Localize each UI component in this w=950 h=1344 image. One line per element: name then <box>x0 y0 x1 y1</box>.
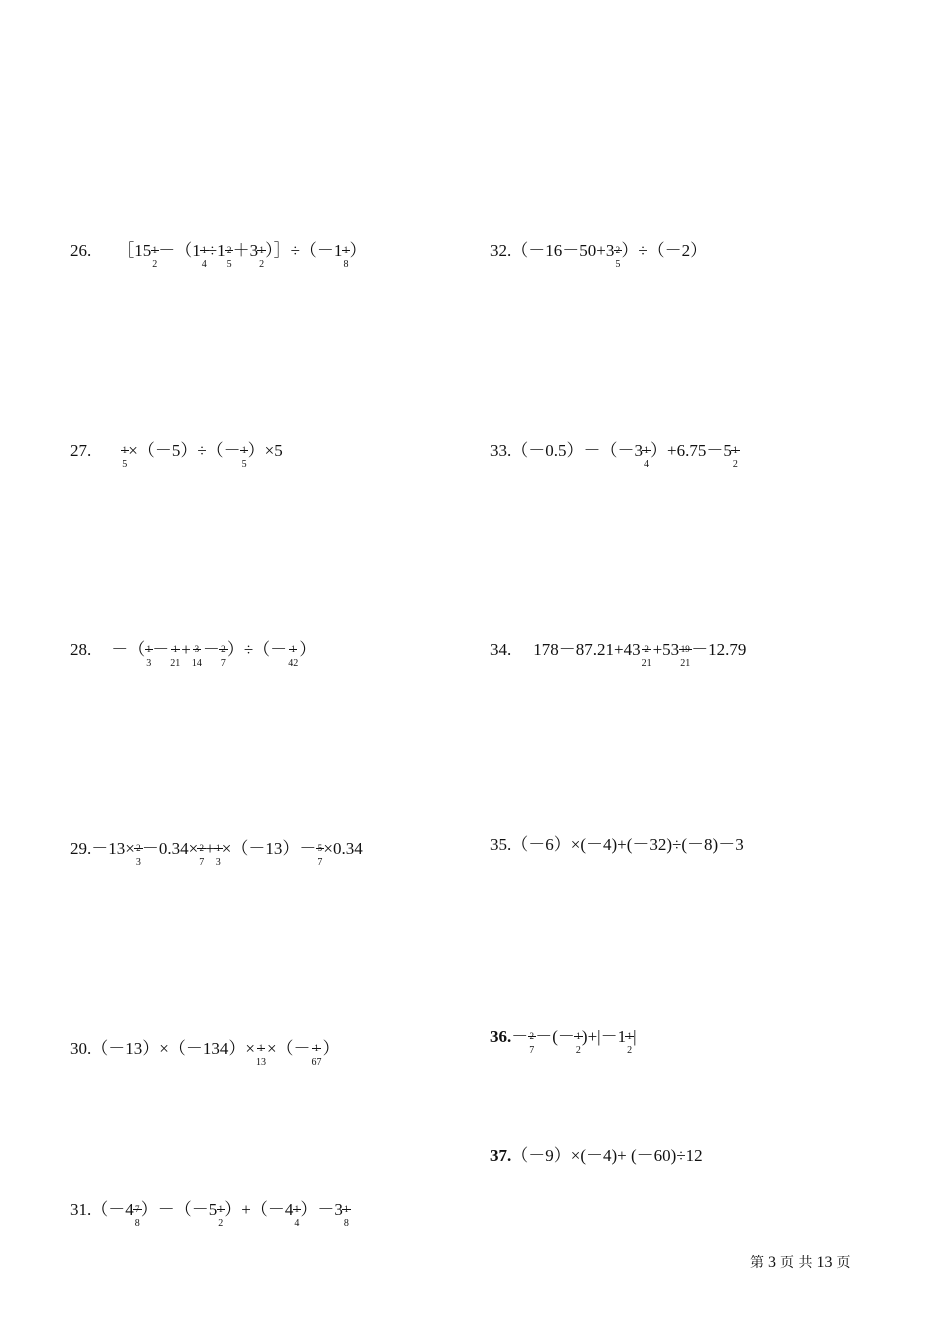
fraction-numerator: 1 <box>122 445 127 455</box>
fraction-denominator: 8 <box>343 1218 349 1229</box>
expression-text: ）+（－4 <box>224 1200 294 1219</box>
problem-26 <box>70 242 366 270</box>
fraction <box>135 1201 140 1229</box>
problem-number: 36. <box>490 1027 512 1046</box>
fraction-denominator: 21 <box>641 658 652 669</box>
fraction-numerator: 1 <box>314 1043 319 1053</box>
problem-37 <box>490 1147 703 1164</box>
fraction <box>344 1201 349 1229</box>
fraction <box>136 840 141 868</box>
fraction-denominator: 8 <box>343 259 349 270</box>
fraction-numerator: 1 <box>576 1031 581 1041</box>
fraction-denominator: 5 <box>122 459 128 470</box>
fraction <box>576 1028 581 1056</box>
fraction <box>627 1028 632 1056</box>
fraction-numerator: 7 <box>135 1204 140 1214</box>
fraction-numerator: 1 <box>344 1204 349 1214</box>
fraction-denominator: 7 <box>220 658 226 669</box>
problem-29 <box>70 840 363 868</box>
fraction <box>343 242 348 270</box>
expression-text: － <box>152 640 170 659</box>
fraction-denominator: 2 <box>627 1045 633 1056</box>
problem-expression <box>511 1028 636 1056</box>
expression-text: ＋3 <box>232 241 259 260</box>
problem-number: 34. <box>490 640 512 659</box>
expression-text: （－0.5）－（－3 <box>511 441 643 460</box>
fraction-denominator: 2 <box>575 1045 581 1056</box>
fraction <box>312 1040 322 1068</box>
fraction-numerator: 2 <box>199 843 204 853</box>
fraction-numerator: 2 <box>136 843 141 853</box>
fraction-denominator: 3 <box>135 857 141 868</box>
problem-expression <box>511 242 707 270</box>
fraction-denominator: 7 <box>199 857 205 868</box>
fraction-numerator: 1 <box>259 245 264 255</box>
expression-text: ×（－13）－ <box>221 839 317 858</box>
fraction-numerator: 3 <box>194 644 200 654</box>
fraction-numerator: 1 <box>733 445 738 455</box>
expression-text: （－9）×(－4)+ (－60)÷12 <box>511 1146 703 1165</box>
fraction-numerator: 2 <box>615 245 621 255</box>
expression-text: ×0.34 <box>323 839 363 858</box>
fraction-numerator: 1 <box>241 445 247 455</box>
fraction <box>317 840 322 868</box>
expression-text: )+|－1 <box>581 1027 627 1046</box>
problem-number: 32. <box>490 241 512 260</box>
problem-27 <box>70 442 283 470</box>
fraction-numerator: 2 <box>644 644 649 654</box>
fraction-denominator: 5 <box>241 459 247 470</box>
expression-text: ） <box>349 241 367 260</box>
problem-36 <box>490 1028 636 1056</box>
fraction-denominator: 13 <box>255 1057 266 1068</box>
problem-number: 30. <box>70 1039 92 1058</box>
expression-text: －(－ <box>535 1027 575 1046</box>
footer-prefix: 第 <box>750 1255 764 1271</box>
fraction <box>227 242 232 270</box>
problem-31 <box>70 1201 350 1229</box>
fraction-denominator: 3 <box>146 658 152 669</box>
expression-text: ［15 <box>117 241 152 260</box>
fraction <box>216 840 221 868</box>
fraction-numerator: 5 <box>317 843 323 853</box>
fraction-numerator: 2 <box>529 1031 534 1041</box>
problem-32 <box>490 242 707 270</box>
fraction-numerator: 1 <box>173 644 178 654</box>
expression-text: －（1 <box>158 241 201 260</box>
fraction <box>221 641 226 669</box>
fraction-denominator: 4 <box>201 259 207 270</box>
fraction-denominator: 5 <box>615 259 621 270</box>
expression-text: （－4 <box>91 1200 134 1219</box>
problem-expression <box>91 1201 350 1229</box>
fraction-numerator: 1 <box>644 445 649 455</box>
problem-number: 33. <box>490 441 512 460</box>
fraction-denominator: 2 <box>152 259 158 270</box>
problem-number: 37. <box>490 1146 512 1165</box>
expression-text: ×（－5）÷（－ <box>128 441 241 460</box>
expression-text: ÷1 <box>207 241 226 260</box>
expression-text: －（ <box>111 640 146 659</box>
fraction <box>152 242 157 270</box>
fraction-denominator: 5 <box>226 259 232 270</box>
problem-number: 26. <box>70 241 92 260</box>
problem-expression <box>111 641 316 669</box>
fraction <box>680 641 690 669</box>
fraction <box>294 1201 299 1229</box>
expression-text: ）÷（－ <box>226 640 288 659</box>
expression-text: ）－（－5 <box>140 1200 218 1219</box>
fraction-denominator: 4 <box>294 1218 300 1229</box>
fraction-denominator: 21 <box>680 658 691 669</box>
fraction-numerator: 1 <box>343 245 349 255</box>
expression-text: ） <box>322 1039 340 1058</box>
fraction <box>256 1040 266 1068</box>
problem-number: 35. <box>490 835 512 854</box>
expression-text: 178－87.21+43 <box>533 640 641 659</box>
fraction <box>192 641 202 669</box>
problem-expression <box>121 442 283 470</box>
fraction-denominator: 2 <box>732 459 738 470</box>
expression-text: （－16－50+3 <box>511 241 615 260</box>
expression-text: ×（－ <box>266 1039 311 1058</box>
expression-text: ）－3 <box>300 1200 343 1219</box>
expression-text: － <box>511 1027 529 1046</box>
fraction-numerator: 19 <box>680 644 690 654</box>
fraction-denominator: 2 <box>259 259 265 270</box>
expression-text: ）×5 <box>247 441 283 460</box>
fraction <box>170 641 180 669</box>
problem-30 <box>70 1040 340 1068</box>
fraction <box>615 242 620 270</box>
fraction-numerator: 1 <box>218 1204 223 1214</box>
expression-text: ）+6.75－5 <box>650 441 732 460</box>
fraction-numerator: 1 <box>202 245 207 255</box>
fraction <box>122 442 127 470</box>
fraction <box>218 1201 223 1229</box>
problem-number: 31. <box>70 1200 92 1219</box>
fraction-denominator: 21 <box>170 658 181 669</box>
problem-expression <box>533 641 746 669</box>
expression-text: | <box>633 1027 637 1046</box>
problem-34 <box>490 641 746 669</box>
fraction <box>259 242 264 270</box>
fraction-numerator: 1 <box>216 843 221 853</box>
fraction-denominator: 7 <box>317 857 323 868</box>
fraction <box>288 641 298 669</box>
fraction-numerator: 1 <box>627 1031 632 1041</box>
fraction-denominator: 14 <box>191 658 202 669</box>
fraction-denominator: 42 <box>288 658 299 669</box>
problem-number: 28. <box>70 640 92 659</box>
fraction <box>202 242 207 270</box>
fraction-numerator: 1 <box>152 245 157 255</box>
problem-expression <box>117 242 366 270</box>
problem-33 <box>490 442 739 470</box>
fraction-numerator: 2 <box>226 245 232 255</box>
fraction <box>146 641 151 669</box>
fraction <box>199 840 204 868</box>
expression-text: + <box>205 839 215 858</box>
fraction <box>644 442 649 470</box>
footer-suffix: 页 <box>836 1255 851 1271</box>
fraction-denominator: 3 <box>215 857 221 868</box>
page-footer <box>750 1252 850 1272</box>
fraction-numerator: 2 <box>221 644 226 654</box>
problem-number: 29. <box>70 839 92 858</box>
fraction-denominator: 4 <box>644 459 649 470</box>
expression-text: －12.79 <box>691 640 747 659</box>
problem-expression <box>91 1040 339 1068</box>
problem-expression <box>91 840 362 868</box>
expression-text: + <box>181 640 191 659</box>
expression-text: +53 <box>652 640 680 659</box>
fraction-numerator: 1 <box>258 1043 264 1053</box>
expression-text: －13× <box>91 839 135 858</box>
fraction-numerator: 1 <box>290 644 296 654</box>
footer-page-number: 3 <box>768 1254 776 1271</box>
expression-text: ）］÷（－1 <box>265 241 343 260</box>
problem-expression <box>511 442 739 470</box>
expression-text: －0.34× <box>141 839 199 858</box>
footer-total-pages: 13 <box>816 1254 833 1271</box>
fraction-denominator: 67 <box>311 1057 322 1068</box>
problem-28 <box>70 641 316 669</box>
fraction <box>242 442 247 470</box>
problem-35 <box>490 836 744 853</box>
problem-expression <box>511 836 743 853</box>
problem-expression <box>511 1147 702 1164</box>
expression-text: ）÷（－2） <box>621 241 708 260</box>
expression-text: （－6）×(－4)+(－32)÷(－8)－3 <box>511 835 744 854</box>
fraction <box>529 1028 534 1056</box>
fraction-denominator: 7 <box>529 1045 535 1056</box>
fraction-numerator: 1 <box>146 644 151 654</box>
expression-text: － <box>202 640 220 659</box>
expression-text: （－13）×（－134）× <box>91 1039 255 1058</box>
fraction <box>642 641 652 669</box>
fraction <box>733 442 738 470</box>
footer-middle: 页 共 <box>780 1255 813 1271</box>
fraction-denominator: 8 <box>134 1218 140 1229</box>
fraction-numerator: 1 <box>294 1204 300 1214</box>
expression-text: ） <box>299 640 317 659</box>
fraction-denominator: 2 <box>218 1218 224 1229</box>
problem-number: 27. <box>70 441 92 460</box>
